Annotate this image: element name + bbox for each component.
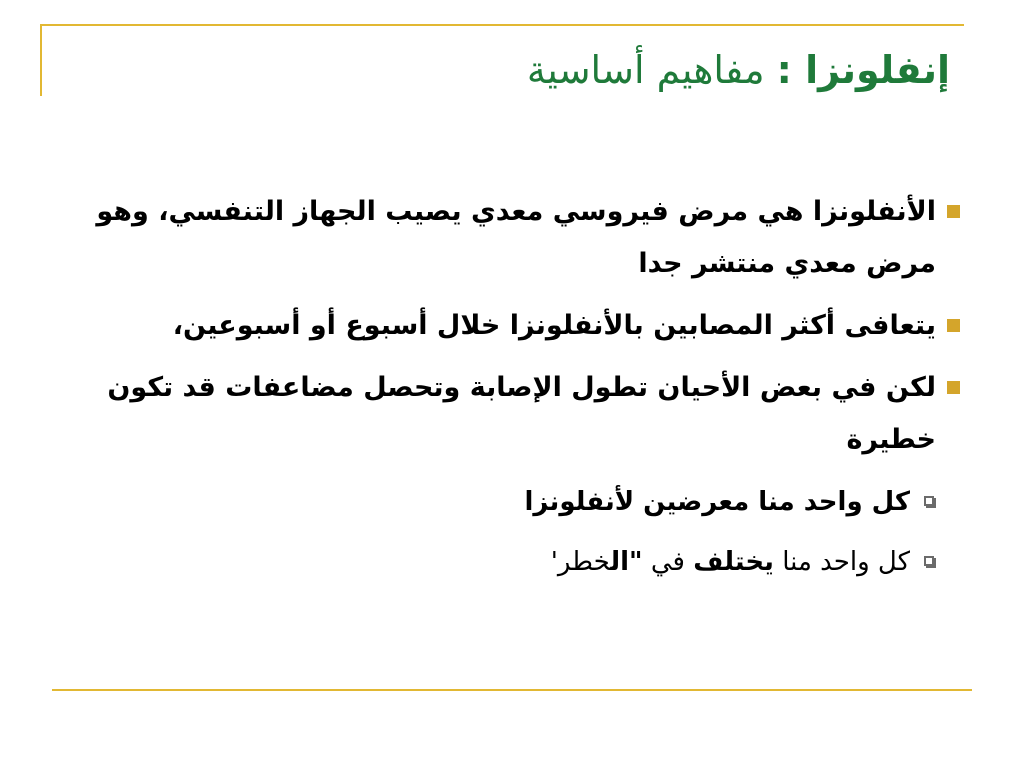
sub-bullet-item — [40, 536, 960, 588]
sub-bullet-text-emphasis: "ال — [610, 547, 643, 577]
left-accent-line — [40, 24, 42, 96]
title-rest-part: مفاهيم أساسية — [526, 48, 765, 92]
slide-content — [40, 186, 960, 596]
square-bullet-icon — [947, 205, 960, 218]
sub-bullet-text-part: في — [650, 547, 685, 577]
sub-bullet-text-part: خطر' — [550, 547, 611, 577]
sub-bullet-text: كل واحد منا معرضين لأنفلونزا — [524, 487, 910, 517]
slide-title — [527, 40, 950, 100]
sub-bullet-text-emphasis: يختلف — [693, 547, 774, 577]
sub-bullet-item — [40, 476, 960, 528]
sub-bullet-text-part: كل واحد منا — [782, 547, 910, 577]
bottom-accent-line — [52, 689, 972, 691]
square-bullet-icon — [947, 381, 960, 394]
bullet-item — [40, 362, 960, 466]
square-bullet-icon — [947, 319, 960, 332]
bullet-item — [40, 300, 960, 352]
hollow-square-bullet-icon — [924, 496, 934, 506]
bullet-item — [40, 186, 960, 290]
bullet-text: لكن في بعض الأحيان تطول الإصابة وتحصل مضاعفات قد تكون خطيرة — [107, 372, 936, 455]
top-accent-line — [40, 24, 964, 26]
bullet-text: يتعافى أكثر المصابين بالأنفلونزا خلال أسبوع أو أسبوعين، — [172, 310, 936, 341]
title-bold-part: إنفلونزا : — [776, 48, 950, 92]
bullet-text: الأنفلونزا هي مرض فيروسي معدي يصيب الجهاز التنفسي، وهو مرض معدي منتشر جدا — [96, 196, 936, 279]
hollow-square-bullet-icon — [924, 556, 934, 566]
